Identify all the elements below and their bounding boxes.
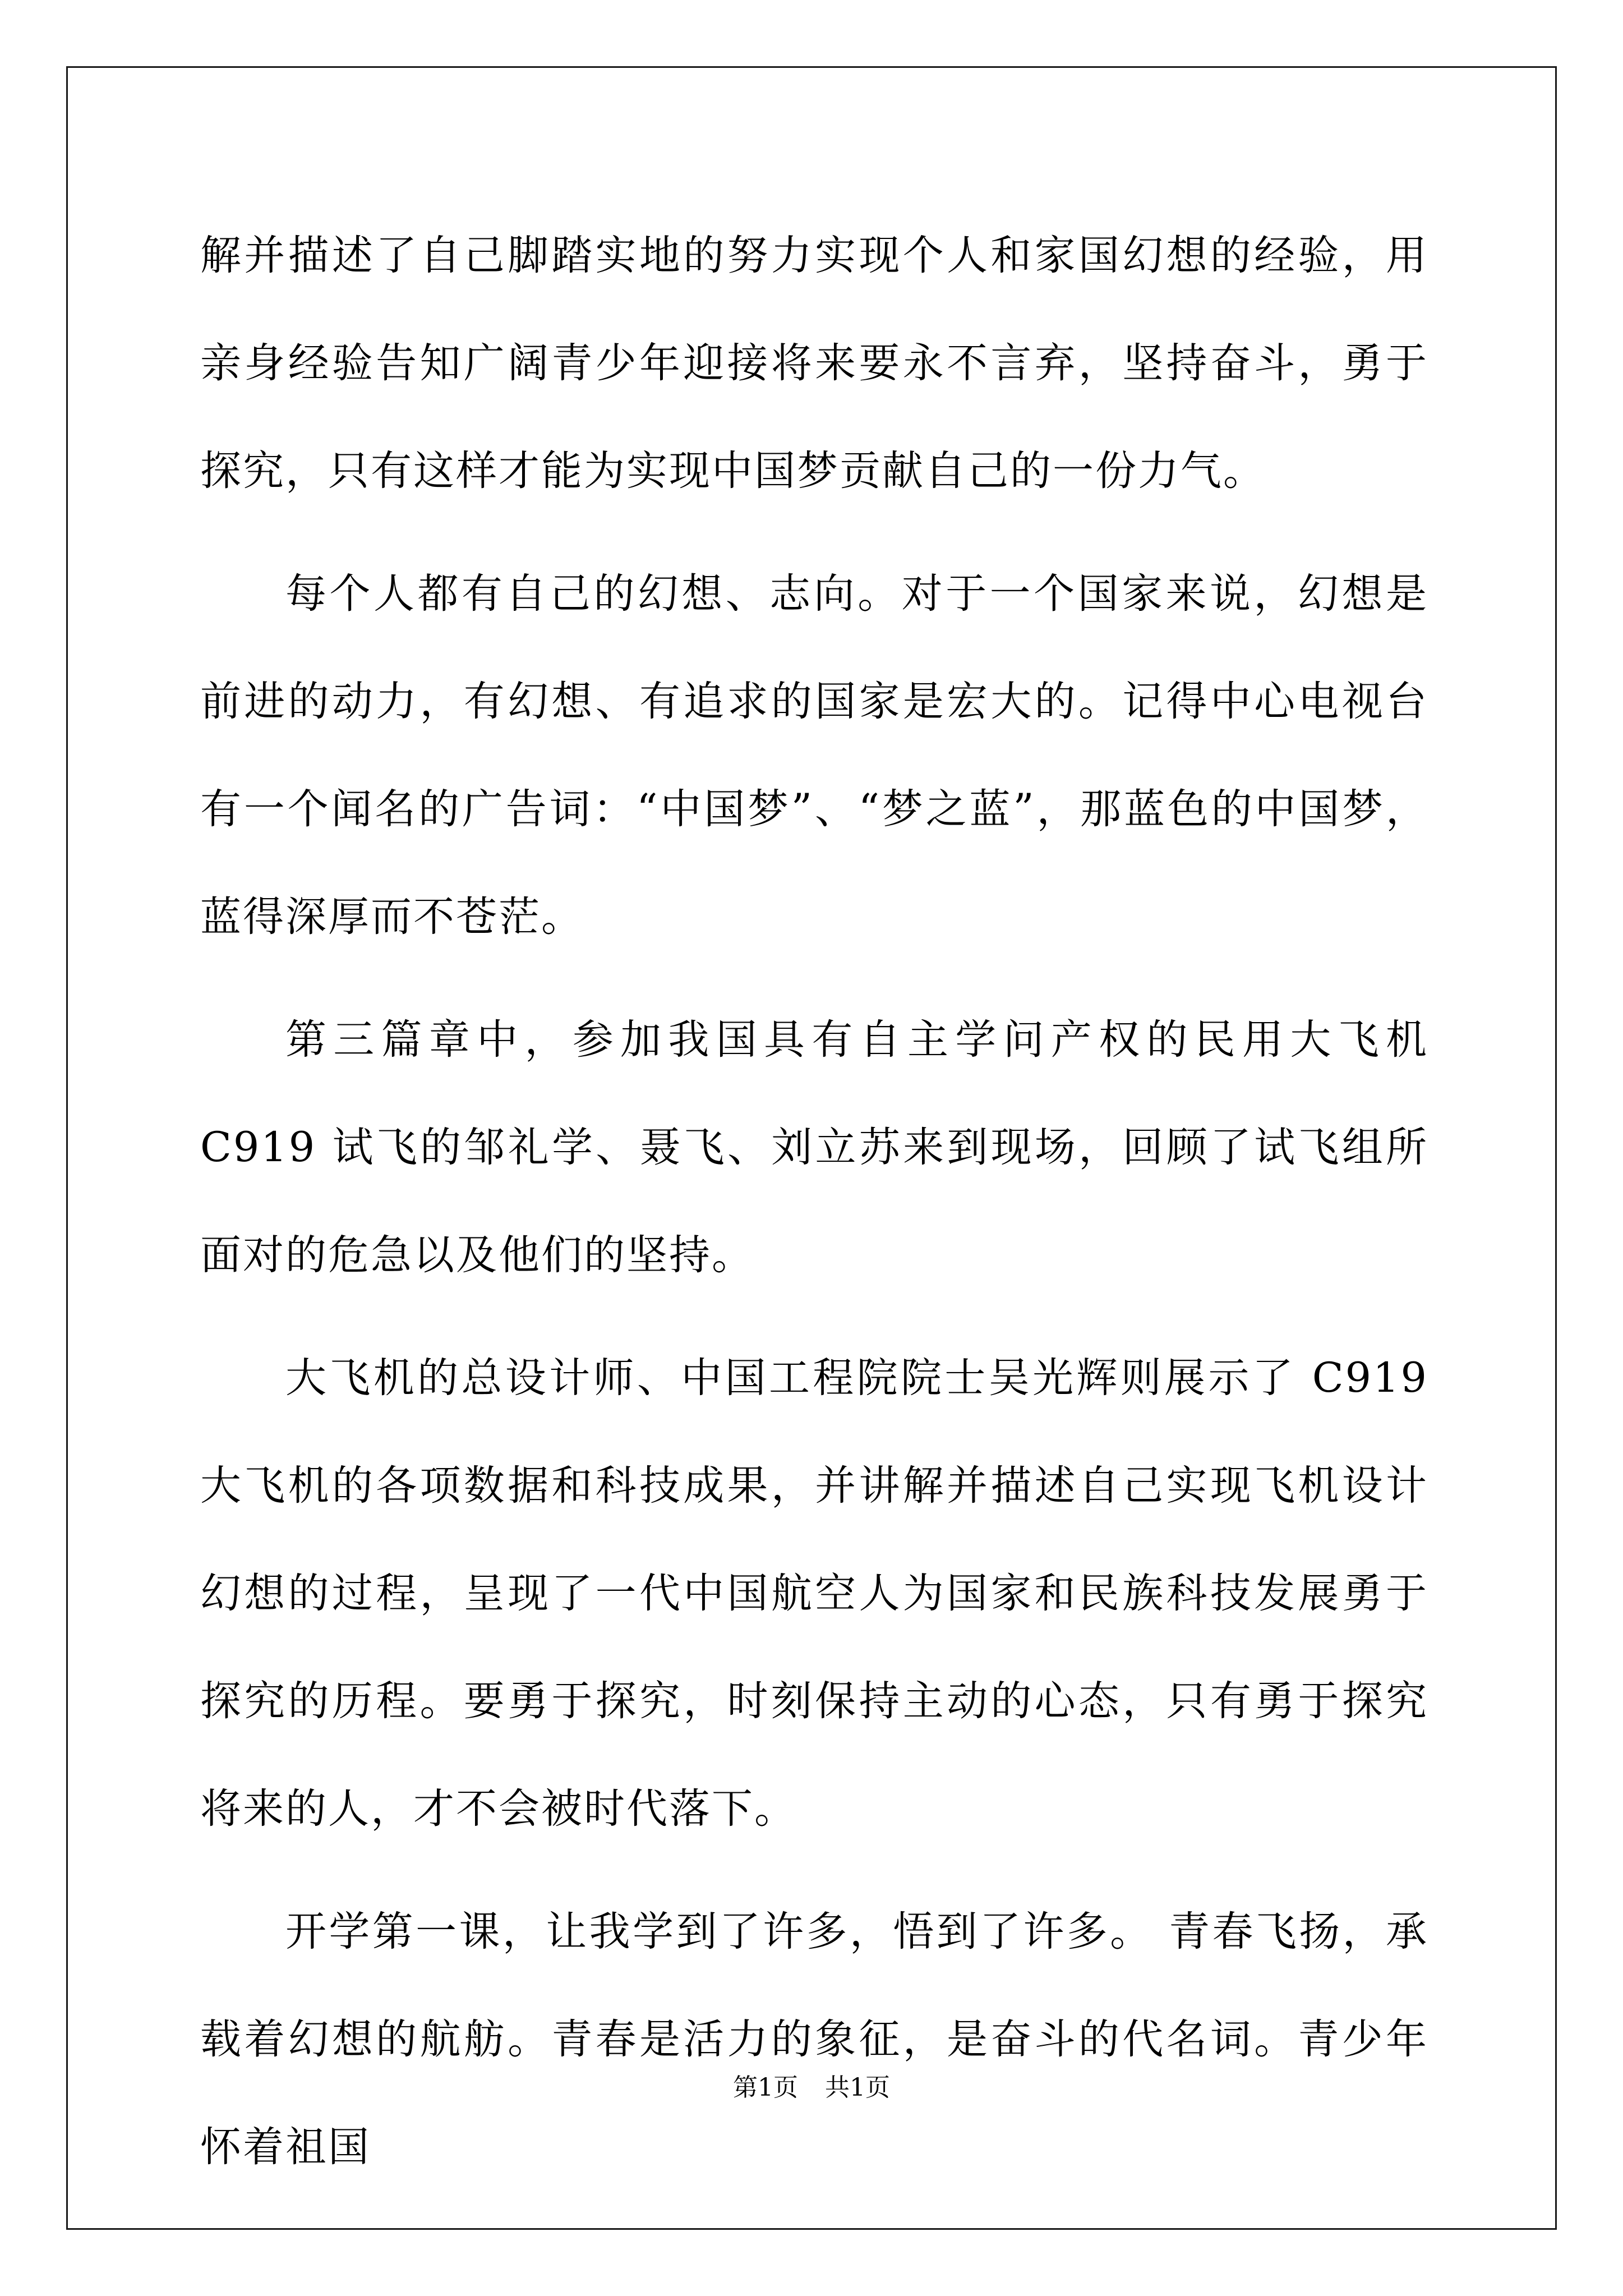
page-footer: [0, 2067, 1623, 2103]
page-number-current: 第1页: [733, 2073, 798, 2102]
paragraph-5: 开学第一课，让我学到了许多，悟到了许多。 青春飞扬，承载着幻想的航舫。青春是活力的象征，是奋斗的代名词。青少年怀着祖国: [200, 1908, 1428, 2171]
page-number-total: 共1页: [825, 2073, 890, 2102]
paragraph-3: 第三篇章中，参加我国具有自主学问产权的民用大飞机 C919 试飞的邹礼学、聂飞、刘立苏来到现场，回顾了试飞组所面对的危急以及他们的坚持。: [200, 1016, 1428, 1279]
paragraph-4: 大飞机的总设计师、中国工程院院士吴光辉则展示了 C919 大飞机的各项数据和科技成果，并讲解并描述自己实现飞机设计幻想的过程，呈现了一代中国航空人为国家和民族科技发展勇于探究的历程。要勇于探究，时刻保持主动的心态，只有勇于探究将来的人，才不会被时代落下。: [200, 1354, 1428, 1833]
paragraph-1: 解并描述了自己脚踏实地的努力实现个人和家国幻想的经验，用亲身经验告知广阔青少年迎接将来要永不言弃，坚持奋斗，勇于探究，只有这样才能为实现中国梦贡献自己的一份力气。: [200, 232, 1428, 495]
document-body: [200, 202, 1428, 2216]
paragraph-2: 每个人都有自己的幻想、志向。对于一个国家来说，幻想是前进的动力，有幻想、有追求的国家是宏大的。记得中心电视台有一个闻名的广告词：“中国梦”、“梦之蓝”，那蓝色的中国梦，蓝得深厚而不苍茫。: [200, 570, 1428, 941]
